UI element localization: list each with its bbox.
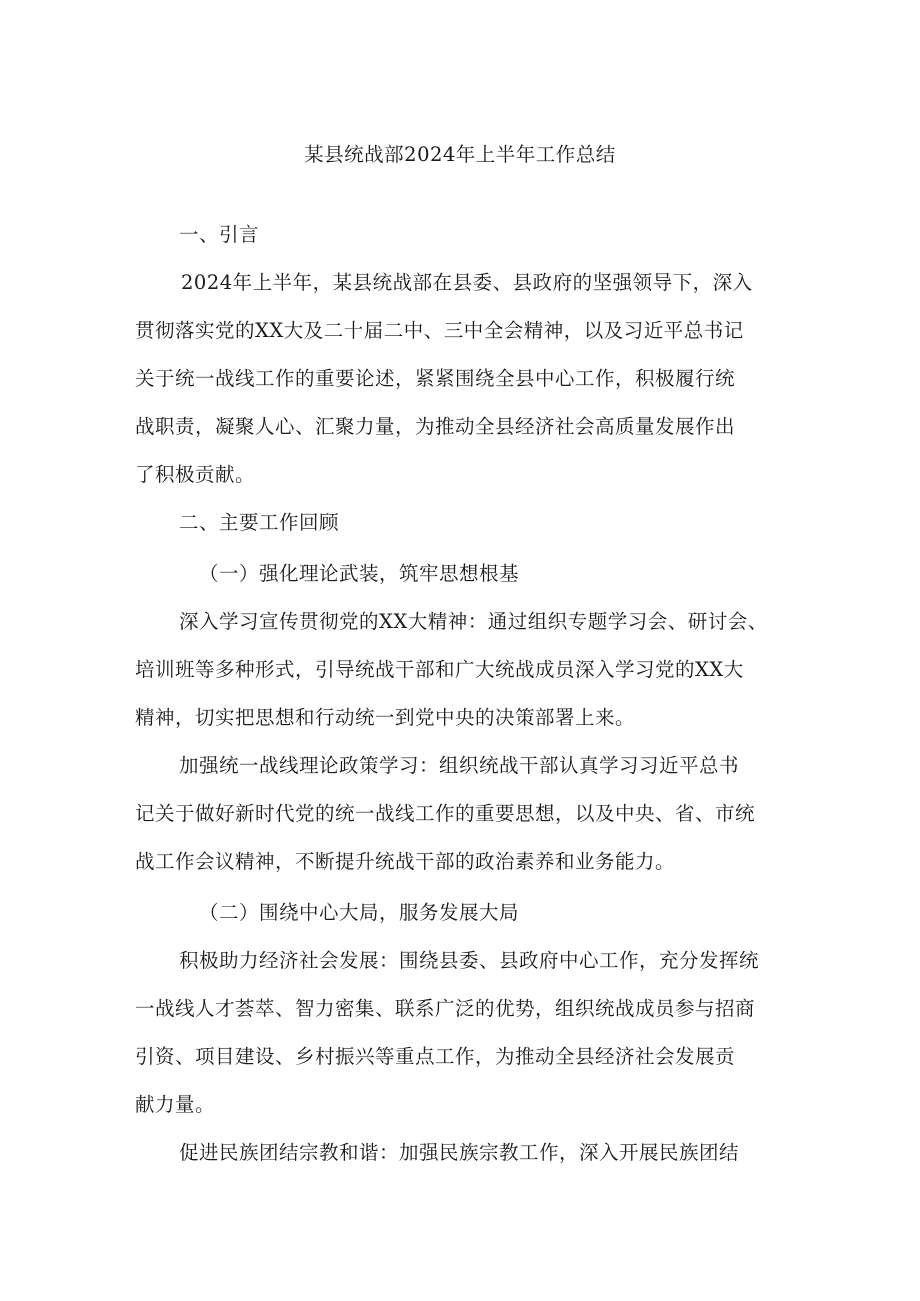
paragraph-line: 一战线人才荟萃、智力密集、联系广泛的优势，组织统战成员参与招商 (135, 997, 756, 1020)
paragraph-line: 积极助力经济社会发展：围绕县委、县政府中心工作，充分发挥统 (179, 949, 760, 972)
paragraph-line: 贯彻落实党的XX大及二十届二中、三中全会精神，以及习近平总书记 (135, 319, 744, 342)
paragraph-line: 战工作会议精神，不断提升统战干部的政治素养和业务能力。 (135, 850, 676, 873)
paragraph-line: 精神，切实把思想和行动统一到党中央的决策部署上来。 (135, 706, 636, 729)
section-heading-intro: 一、引言 (179, 223, 260, 246)
section-heading-review: 二、主要工作回顾 (179, 511, 340, 534)
paragraph-line: 了积极贡献。 (135, 463, 256, 486)
paragraph-line: 记关于做好新时代党的统一战线工作的重要思想，以及中央、省、市统 (135, 802, 756, 825)
subsection-heading-theory: （一）强化理论武装，筑牢思想根基 (199, 562, 520, 585)
paragraph-line: 引资、项目建设、乡村振兴等重点工作，为推动全县经济社会发展贡 (135, 1045, 736, 1068)
paragraph-line: 加强统一战线理论政策学习：组织统战干部认真学习习近平总书 (179, 754, 740, 777)
paragraph-line: 关于统一战线工作的重要论述，紧紧围绕全县中心工作，积极履行统 (135, 367, 736, 390)
paragraph-line: 促进民族团结宗教和谐：加强民族宗教工作，深入开展民族团结 (179, 1141, 740, 1164)
paragraph-line: 深入学习宣传贯彻党的XX大精神：通过组织专题学习会、研讨会、 (179, 610, 768, 633)
subsection-heading-development: （二）围绕中心大局，服务发展大局 (199, 901, 520, 924)
document-title: 某县统战部2024年上半年工作总结 (304, 143, 616, 166)
paragraph-line: 献力量。 (135, 1093, 216, 1116)
paragraph-line: 2024年上半年，某县统战部在县委、县政府的坚强领导下，深入 (181, 271, 753, 294)
paragraph-line: 培训班等多种形式，引导统战干部和广大统战成员深入学习党的XX大 (135, 658, 744, 681)
paragraph-line: 战职责，凝聚人心、汇聚力量，为推动全县经济社会高质量发展作出 (135, 415, 736, 438)
